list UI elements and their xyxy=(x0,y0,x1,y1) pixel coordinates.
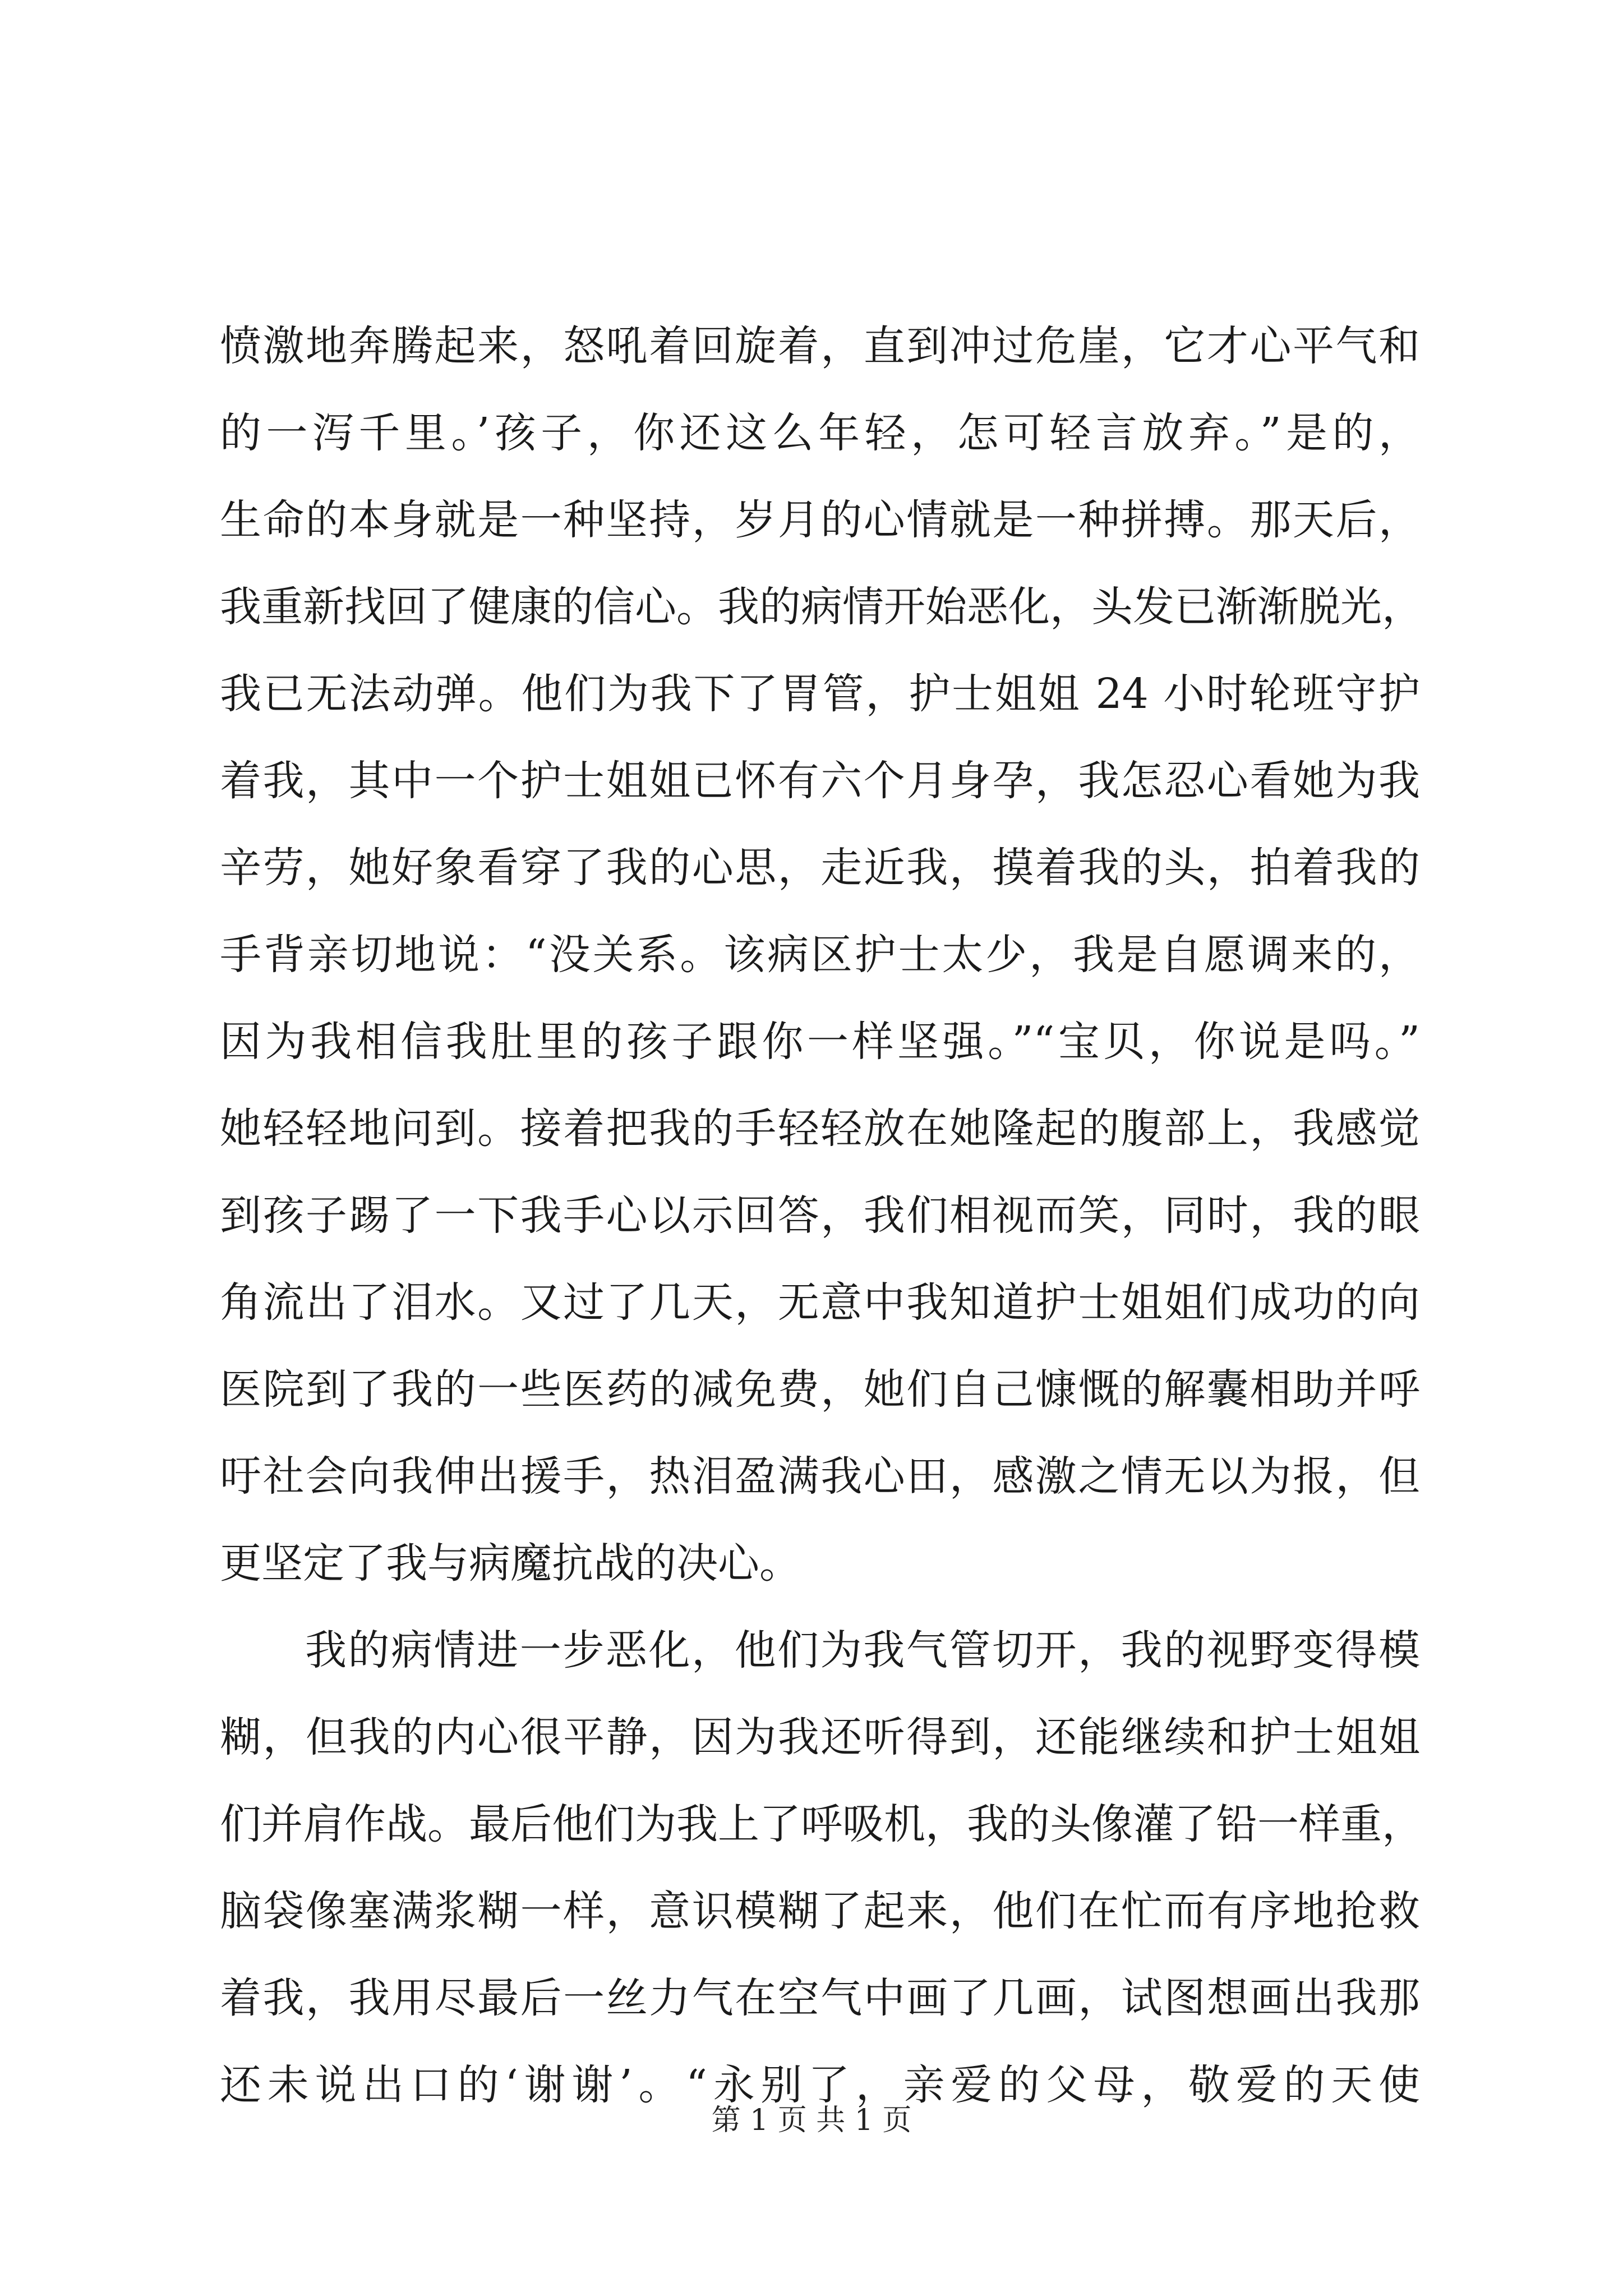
text-line: 的一泻千里。’孩子，你还这么年轻，怎可轻言放弃。”是的， xyxy=(220,409,1420,457)
text-line: 愤激地奔腾起来，怒吼着回旋着，直到冲过危崖，它才心平气和 xyxy=(220,322,1420,370)
text-line: 更坚定了我与病魔抗战的决心。 xyxy=(220,1539,801,1588)
body-text xyxy=(220,303,1423,2129)
text-line: 着我，其中一个护士姐姐已怀有六个月身孕，我怎忍心看她为我 xyxy=(220,757,1420,805)
text-line: 医院到了我的一些医药的减免费，她们自己慷慨的解囊相助并呼 xyxy=(220,1365,1420,1414)
text-line: 我已无法动弹。他们为我下了胃管，护士姐姐 24 小时轮班守护 xyxy=(220,670,1420,718)
text-line: 辛劳，她好象看穿了我的心思，走近我，摸着我的头，拍着我的 xyxy=(220,844,1420,892)
page-footer: 第 1 页 共 1 页 xyxy=(711,2104,912,2137)
text-line: 还未说出口的‘谢谢’。“永别了，亲爱的父母，敬爱的天使 xyxy=(220,2061,1420,2109)
text-line: 着我，我用尽最后一丝力气在空气中画了几画，试图想画出我那 xyxy=(220,1974,1420,2022)
text-line: 到孩子踢了一下我手心以示回答，我们相视而笑，同时，我的眼 xyxy=(220,1191,1420,1240)
text-line: 手背亲切地说：“没关系。该病区护士太少，我是自愿调来的， xyxy=(220,931,1420,979)
text-line: 们并肩作战。最后他们为我上了呼吸机，我的头像灌了铅一样重， xyxy=(220,1800,1423,1848)
text-line: 吁社会向我伸出援手，热泪盈满我心田，感激之情无以为报，但 xyxy=(220,1452,1420,1501)
text-line: 生命的本身就是一种坚持，岁月的心情就是一种拼搏。那天后， xyxy=(220,496,1420,544)
text-line: 我的病情进一步恶化，他们为我气管切开，我的视野变得模 xyxy=(305,1626,1420,1674)
text-line: 糊，但我的内心很平静，因为我还听得到，还能继续和护士姐姐 xyxy=(220,1713,1420,1761)
text-line: 她轻轻地问到。接着把我的手轻轻放在她隆起的腹部上，我感觉 xyxy=(220,1105,1420,1153)
text-line: 角流出了泪水。又过了几天，无意中我知道护士姐姐们成功的向 xyxy=(220,1278,1420,1327)
text-line: 因为我相信我肚里的孩子跟你一样坚强。”“宝贝，你说是吗。” xyxy=(220,1018,1420,1066)
text-line: 我重新找回了健康的信心。我的病情开始恶化，头发已渐渐脱光， xyxy=(220,583,1423,631)
text-line: 脑袋像塞满浆糊一样，意识模糊了起来，他们在忙而有序地抢救 xyxy=(220,1887,1420,1935)
